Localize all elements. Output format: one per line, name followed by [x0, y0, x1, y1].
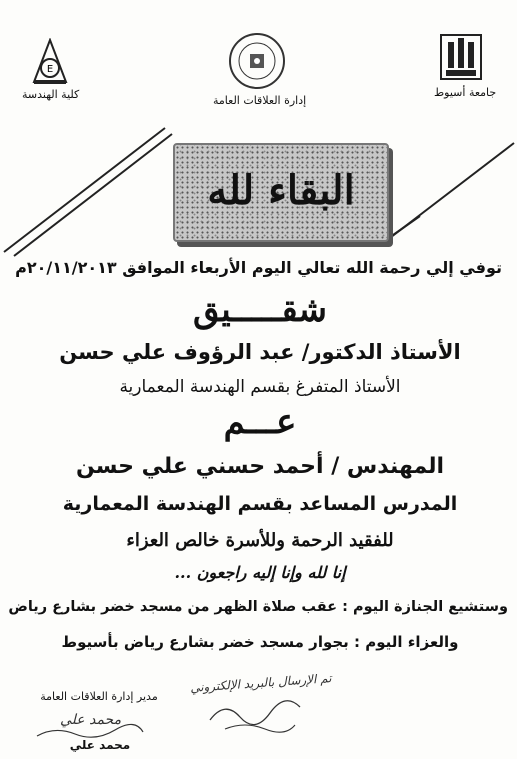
plaque-title: البقاء لله — [207, 167, 355, 214]
uncle-heading: عـــم — [223, 402, 297, 442]
person1-name: الأستاذ الدكتور/ عبد الرؤوف علي حسن — [59, 340, 461, 364]
condolence-line: للفقيد الرحمة وللأسرة خالص العزاء — [126, 530, 394, 551]
director-label: مدير إدارة العلاقات العامة — [40, 690, 158, 703]
brother-heading: شقـــــيق — [192, 290, 328, 330]
handwritten-note: تم الإرسال بالبريد الإلكتروني — [189, 671, 332, 695]
quran-verse: إنا لله وإنا إليه راجعون ... — [174, 563, 346, 582]
person1-title: الأستاذ المتفرغ بقسم الهندسة المعمارية — [119, 377, 401, 397]
engineering-faculty-logo-icon — [30, 38, 70, 86]
assiut-university-logo-icon — [438, 32, 484, 82]
condolence-place: والعزاء اليوم : بجوار مسجد خضر بشارع رياض بأسيوط — [61, 633, 459, 651]
left-logo-caption: كلية الهندسة — [22, 88, 80, 101]
funeral-details: وستشيع الجنازة اليوم : عقب صلاة الظهر من مسجد خضر بشارع رياض — [8, 599, 508, 615]
public-relations-seal-icon — [228, 32, 286, 90]
director-name: محمد علي — [69, 738, 131, 752]
svg-text:E: E — [46, 64, 54, 75]
death-announcement: توفي إلي رحمة الله تعالي اليوم الأربعاء الموافق ٢٠/١١/٢٠١٣م — [15, 258, 502, 277]
person2-title: المدرس المساعد بقسم الهندسة المعمارية — [62, 493, 458, 515]
center-logo-caption: إدارة العلاقات العامة — [213, 94, 307, 107]
handwritten-signature-icon — [205, 695, 305, 735]
director-signature: محمد علي — [60, 712, 122, 728]
right-logo-caption: جامعة أسيوط — [434, 86, 497, 99]
person2-name: المهندس / أحمد حسني علي حسن — [75, 454, 445, 479]
condolence-plaque — [173, 143, 389, 242]
